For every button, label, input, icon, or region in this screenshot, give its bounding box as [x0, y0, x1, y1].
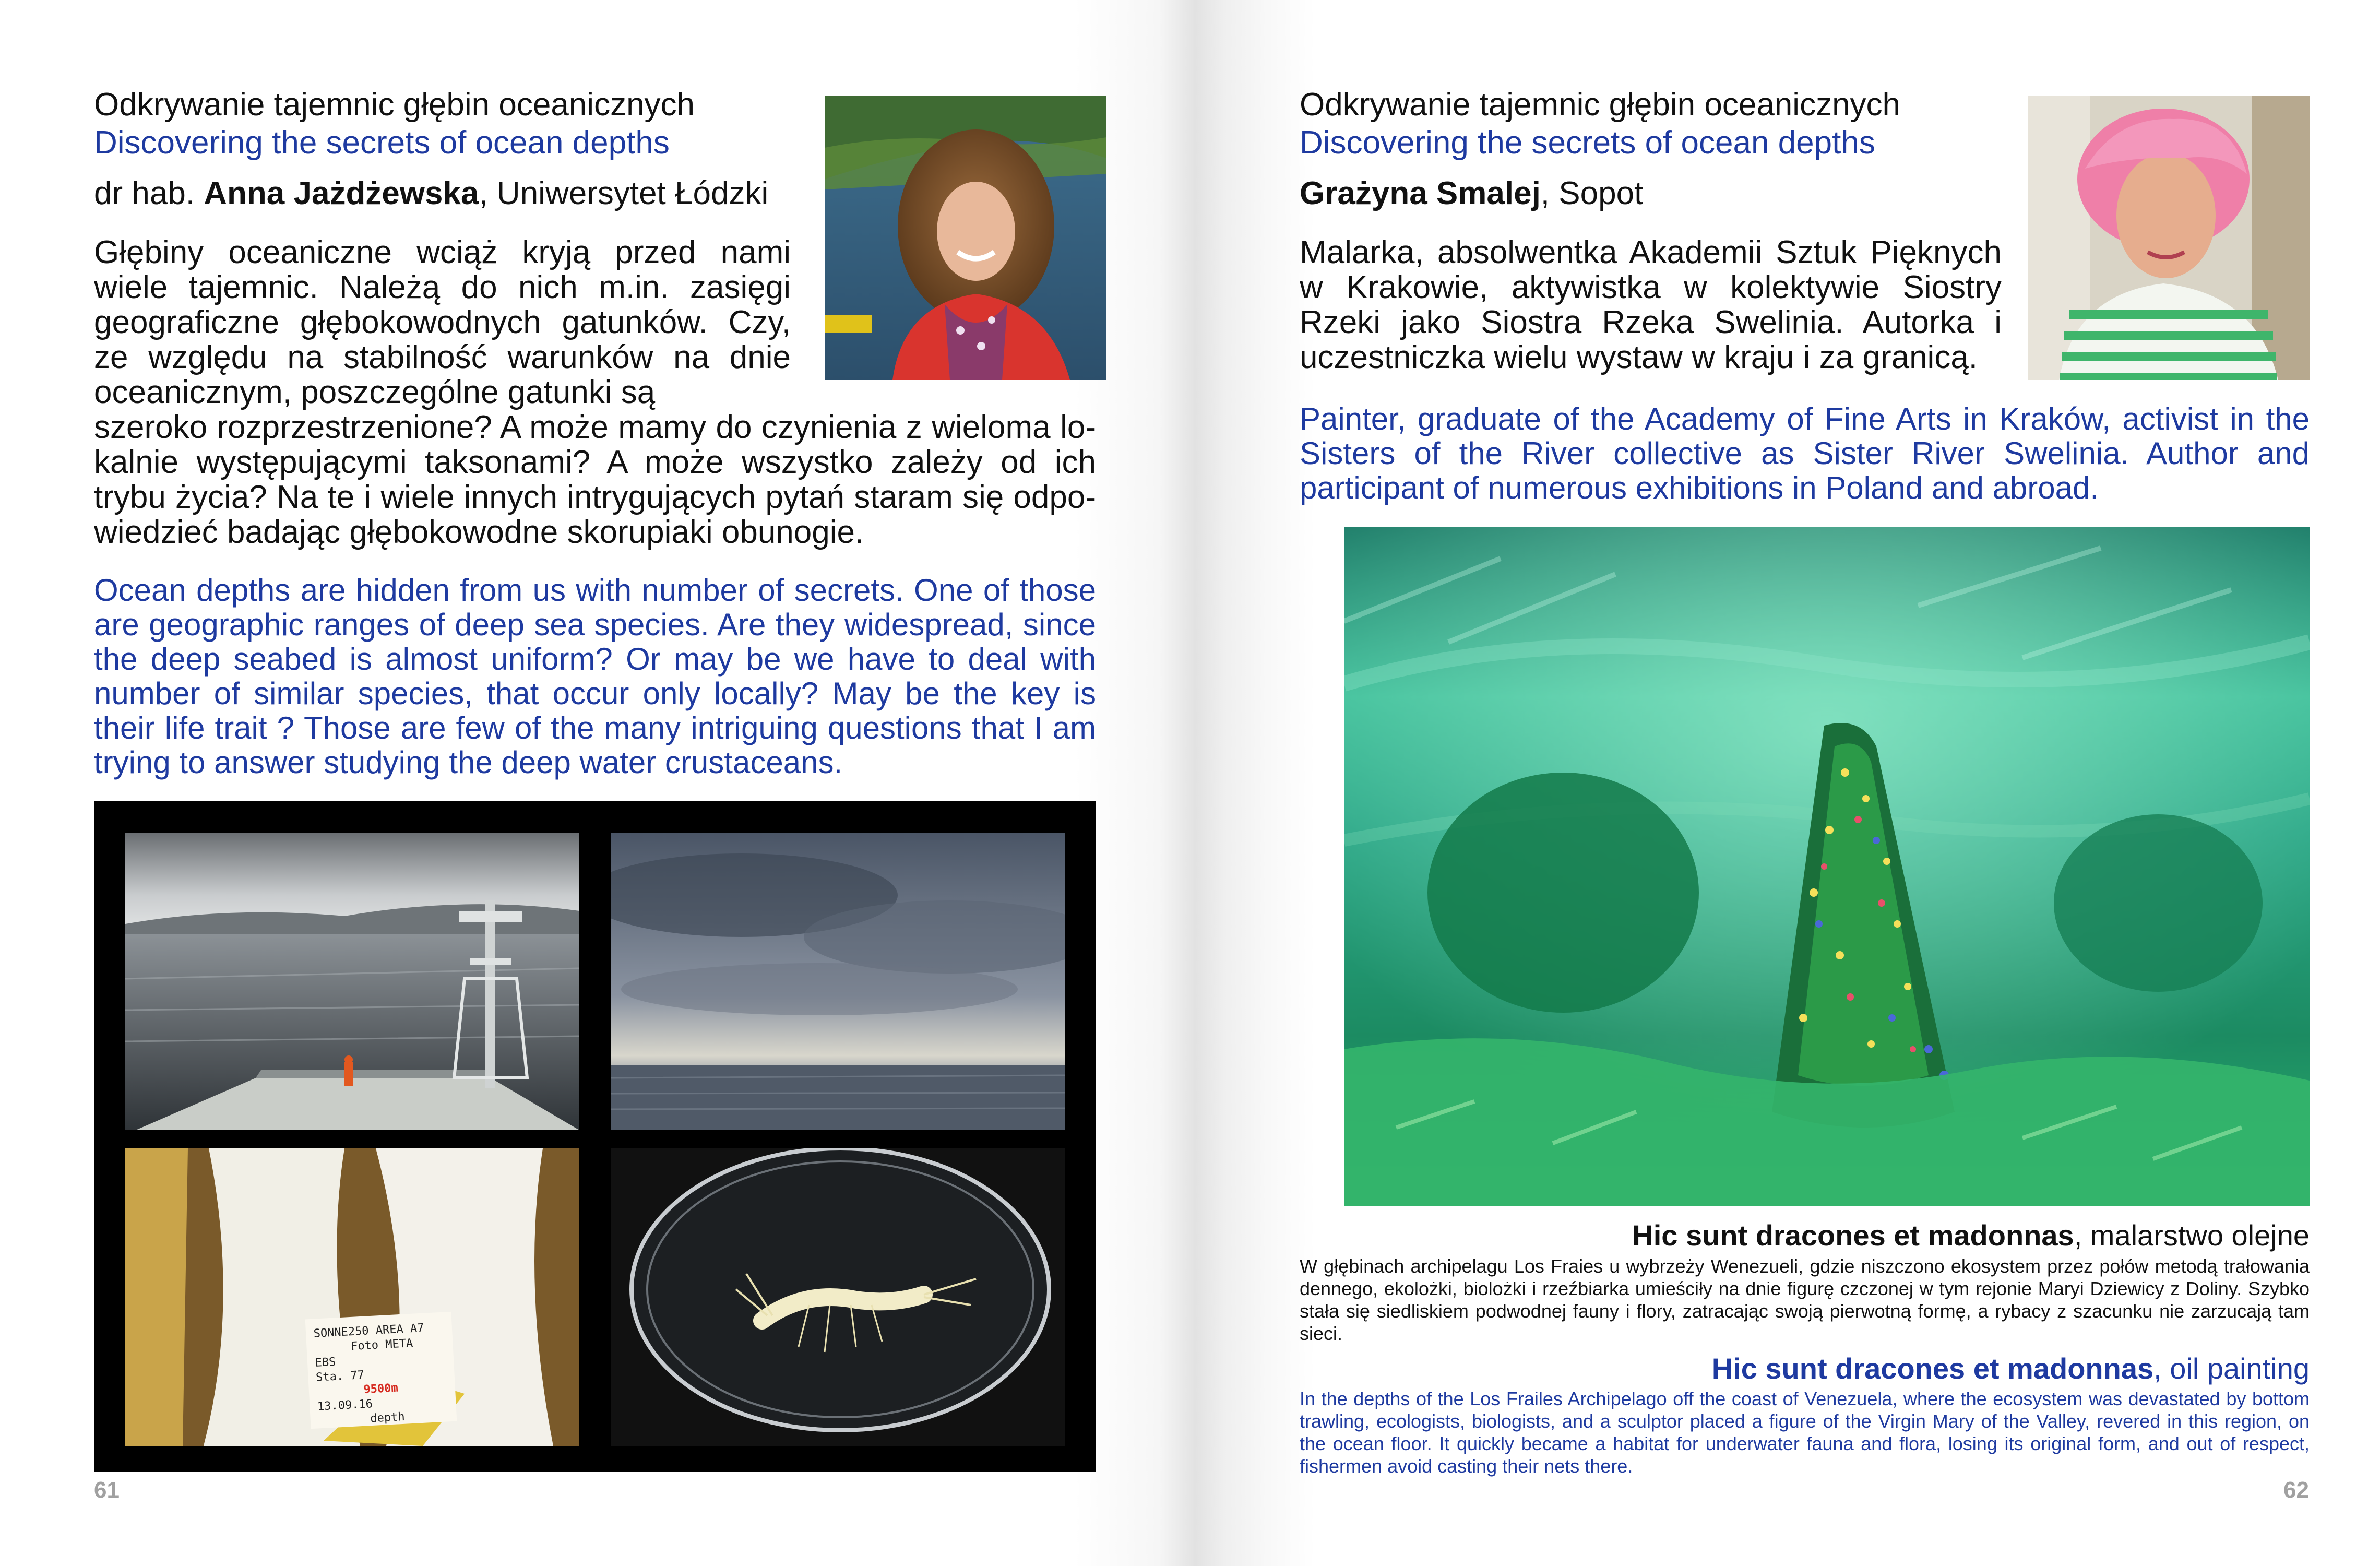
note-line-5: 9500m: [363, 1381, 399, 1397]
page-number-right: 62: [2283, 1477, 2309, 1503]
caption-text-en: In the depths of the Los Frailes Archipelago off the coast of Venezuela, where the ecosystem was devastated by bottom trawling, ecologists, biologists, and a sculptor placed a figure of the Virgin Mary of the Valley, revered in this region, on the ocean floor. It quickly became a habitat for underwater fauna and flora, losing its original form, and out of respect, fishermen avoid casting their nets there.: [1300, 1388, 2310, 1477]
artwork-medium-en: , oil painting: [2153, 1352, 2310, 1385]
note-line-2: Foto META: [350, 1336, 413, 1354]
note-line-4: Sta. 77: [315, 1368, 365, 1384]
bio-en: Painter, graduate of the Academy of Fine Arts in Kraków, activist in the Sisters of the River collective as Sister River Swelinia. Author and participant of numerous exhibitions in Poland and abroad.: [1300, 401, 2310, 505]
left-title-pl: Odkrywanie tajemnic głębin oceanicznych: [94, 87, 695, 123]
left-page: [0, 0, 1148, 1566]
caption-title-en: [1300, 1352, 2310, 1385]
artwork-title-pl: Hic sunt dracones et madonnas: [1632, 1219, 2074, 1252]
author-affiliation: , Uniwersytet Łódzki: [479, 175, 769, 211]
right-title-en: Discovering the secrets of ocean depths: [1300, 125, 1875, 161]
sample-note: [313, 1320, 454, 1429]
artwork-title-en: Hic sunt dracones et madonnas: [1711, 1352, 2154, 1385]
portrait-photo-anna: [825, 96, 1106, 380]
painting-hic-sunt-dracones: [1344, 527, 2310, 1206]
left-author: [94, 175, 799, 212]
right-author: [1300, 175, 1978, 212]
caption-title-pl: [1300, 1219, 2310, 1252]
left-body-en: Ocean depths are hidden from us with number of secrets. One of those are geographic ranges of deep sea species. Are they widespread, since the deep seabed is almost uniform? Or may be we have to deal with number of similar species, that occur only locally? May be the key is their life trait ? Those are few of the many intriguing questions that I am trying to answer studying the deep water crustaceans.: [94, 573, 1096, 780]
bio-pl: Malarka, absolwentka Akademii Sztuk Pięknych w Krakowie, aktywistka w kolektywie Siostry Rzeki jako Siostra Rzeka Swelinia. Autorka i uczestniczka wielu wystaw w kraju i za granicą.: [1300, 234, 2002, 375]
note-line-3: EBS: [315, 1355, 337, 1370]
note-line-1: SONNE250 AREA A7: [313, 1321, 425, 1340]
author-prefix: dr hab.: [94, 175, 204, 211]
note-line-6: 13.09.16: [317, 1397, 373, 1414]
author-name: Anna Jażdżewska: [204, 175, 479, 211]
photo-grid: [94, 801, 1096, 1472]
left-title-en: Discovering the secrets of ocean depths: [94, 125, 670, 161]
note-line-7: depth: [370, 1410, 406, 1426]
artist-location: , Sopot: [1540, 175, 1644, 211]
sample-note-photo: [125, 1148, 579, 1446]
cloudy-sea-photo: [611, 833, 1065, 1130]
artist-name: Grażyna Smalej: [1300, 175, 1541, 211]
crustacean-petri-photo: [611, 1148, 1065, 1446]
caption-text-pl: W głębinach archipelagu Los Fraies u wybrzeży Wenezueli, gdzie niszczono ekosystem przez połów metodą trałowania dennego, ekolożki, biolożki i rzeźbiarka umieściły na dnie figurę czczonej w tym rejonie Maryi Dziewicy z Doliny. Szybko stała się siedliskiem podwodnej fauny i flory, zatracając swoją pierwotną formę, a rybacy z szacunku nie zarzucają tam sieci.: [1300, 1255, 2310, 1344]
ship-deck-photo: [125, 833, 579, 1130]
page-number-left: 61: [94, 1477, 120, 1503]
artwork-medium-pl: , malarstwo olejne: [2074, 1219, 2310, 1252]
right-title-pl: Odkrywanie tajemnic głębin oceanicznych: [1300, 87, 1901, 123]
portrait-photo-grazyna: [2028, 96, 2310, 380]
left-body-pl-full: szeroko rozprzestrzenione? A może mamy do czynienia z wieloma lo-kalnie występującymi taksonami? A może wszystko zależy od ich trybu życia? Na te i wiele innych intrygujących pytań staram się odpo-wiedzieć badając głębokowodne skorupiaki obunogie.: [94, 409, 1096, 550]
left-body-pl-wrapped: Głębiny oceaniczne wciąż kryją przed nami wiele tajemnic. Należą do nich m.in. zasięgi geograficzne głębokowodnych gatunków. Czy, ze względu na stabilność warunków na dnie oceanicznym, poszczególne gatunki są: [94, 234, 791, 410]
right-page: [1195, 0, 2380, 1566]
